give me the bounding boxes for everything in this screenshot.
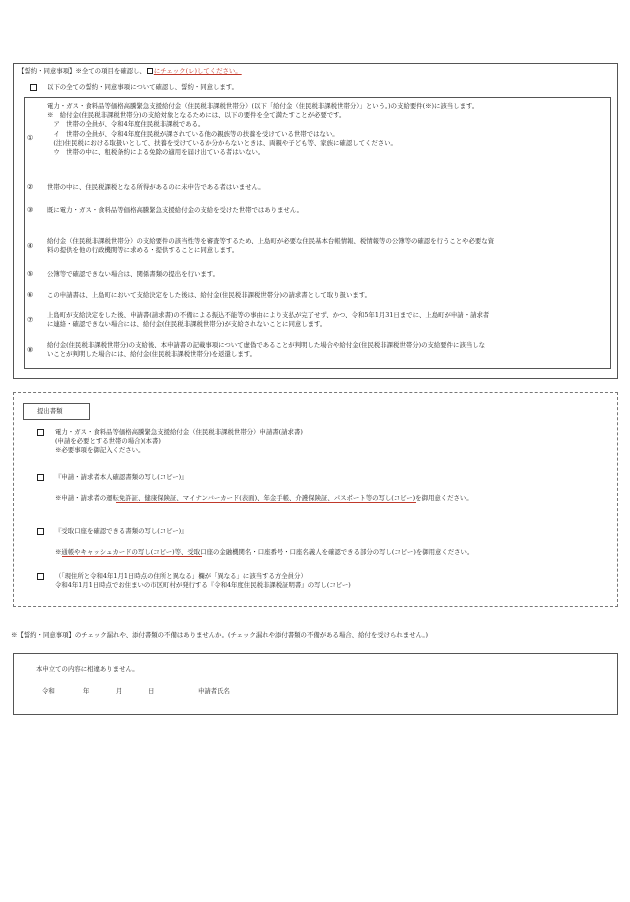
- agreement-item-5: 公簿等で確認できない場合は、関係書類の提出を行います。: [47, 270, 220, 278]
- document-item-tax-certificate: （「現住所と令和4年1月1日時点の住所と異なる」欄が「異なる」に該当する方全員分） 令和4年1月1日時点でお住まいの市区町村が発行する『令和4年度住民税非課税証明書』の写し(コピー): [55, 572, 351, 589]
- agreement-item-1: 電力・ガス・食料品等価格高騰緊急支援給付金（住民税非課税世帯分）(以下「給付金（住民税非課税世帯分）」という。)の支給要件(※)に該当します。 ※ 給付金(住民税非課税世帯分)の支給対象となるためには、以下の要件を全て満たすことが必要です。 ア 世帯の全員が、令和4年度住民税非課税である。 イ 世帯の全員が、令和4年度住民税が課されている他の親族等の扶養を受けている世帯ではない。 (注)住民税における取扱いとして、扶養を受けているか分からないときは、両親や子ども等、家族に確認してください。 ウ 世帯の中に、租税条約による免除の適用を届け出ている者はいない。: [47, 102, 479, 157]
- declaration-section: [13, 653, 618, 715]
- agreement-item-3: 既に電力・ガス・食料品等価格高騰緊急支援給付金の支給を受けた世帯ではありません。: [47, 206, 304, 214]
- document-checkbox-identity[interactable]: [37, 474, 44, 481]
- item-number-6: ⑥: [27, 291, 34, 299]
- agreement-item-2: 世帯の中に、住民税課税となる所得があるのに未申告である者はいません。: [47, 183, 265, 191]
- item-number-8: ⑧: [27, 346, 34, 354]
- document-item-application: 電力・ガス・食料品等価格高騰緊急支援給付金（住民税非課税世帯分）申請書(請求書) (申請を必要とする世帯の場合)(本書) ※必要事項を御記入ください。: [55, 428, 303, 454]
- agreement-item-6: この申請書は、上島町において支給決定をした後は、給付金(住民税非課税世帯分)の請求書として取り扱います。: [47, 291, 372, 299]
- agreement-item-8: 給付金(住民税非課税世帯分)の支給後、本申請書の記載事項について虚偽であることが判明した場合や給付金(住民税非課税世帯分)の支給要件に該当しな いことが判明した場合には、給付金(住民税非課税世帯分)を返還します。: [47, 341, 486, 358]
- agreement-header-pre: 【誓約・同意事項】※全ての項目を確認し、: [18, 67, 146, 75]
- agreement-header: [18, 67, 242, 76]
- check-footnote: ※【誓約・同意事項】のチェック漏れや、添付書類の不備はありませんか。(チェック漏れや添付書類の不備がある場合、給付を受けられません。): [11, 631, 429, 639]
- document-checkbox-tax-certificate[interactable]: [37, 573, 44, 580]
- document-checkbox-bank-account[interactable]: [37, 528, 44, 535]
- item-number-2: ②: [27, 183, 34, 191]
- check-all-label: 以下の全ての誓約・同意事項について確認し、誓約・同意します。: [47, 83, 239, 91]
- document-checkbox-application[interactable]: [37, 429, 44, 436]
- date-month-label: 月: [116, 687, 123, 695]
- agreement-header-post: にチェック(レ)してください。: [153, 67, 242, 75]
- item-number-5: ⑤: [27, 270, 34, 278]
- item-number-7: ⑦: [27, 316, 34, 324]
- identity-note-underline: [116, 502, 416, 503]
- item-number-3: ③: [27, 206, 34, 214]
- item-number-1: ①: [27, 134, 34, 142]
- check-all-checkbox[interactable]: [30, 84, 37, 91]
- document-item-bank-account: 『受取口座を確認できる書類の写し(コピー)』: [55, 527, 188, 535]
- document-note-bank-account: ※通帳やキャッシュカードの写し(コピー)等、受取口座の金融機関名・口座番号・口座名義人を確認できる部分の写し(コピー)を御用意ください。: [55, 548, 474, 556]
- document-item-identity: 『申請・請求者本人確認書類の写し(コピー)』: [55, 473, 188, 481]
- agreement-item-4: 給付金（住民税非課税世帯分）の支給要件の該当性等を審査等するため、上島町が必要な住民基本台帳情報、税情報等の公簿等の確認を行うことや必要な資 料の提供を他の行政機関等に求める・提供することに同意します。: [47, 237, 495, 254]
- date-day-label: 日: [148, 687, 155, 695]
- date-year-label: 年: [83, 687, 90, 695]
- applicant-name-label: 申請者氏名: [198, 687, 230, 695]
- checkbox-sample-icon: [147, 68, 153, 74]
- date-era-label: 令和: [42, 687, 55, 695]
- item-number-4: ④: [27, 242, 34, 250]
- document-note-identity: ※申請・請求者の運転免許証、健康保険証、マイナンバーカード(表面)、年金手帳、介護保険証、パスポート等の写し(コピー)を御用意ください。: [55, 494, 473, 502]
- bank-note-underline: [62, 556, 202, 557]
- documents-heading: 提出書類: [37, 407, 63, 415]
- agreement-item-7: 上島町が支給決定をした後、申請書(請求書)の不備による振込不能等の事由により支払が完了せず、かつ、令和5年1月31日までに、上島町が申請・請求者 に連絡・確認できない場合には、給付金(住民税非課税世帯分)が支給されないことに同意します。: [47, 311, 490, 328]
- declaration-statement: 本申立ての内容に相違ありません。: [36, 665, 139, 673]
